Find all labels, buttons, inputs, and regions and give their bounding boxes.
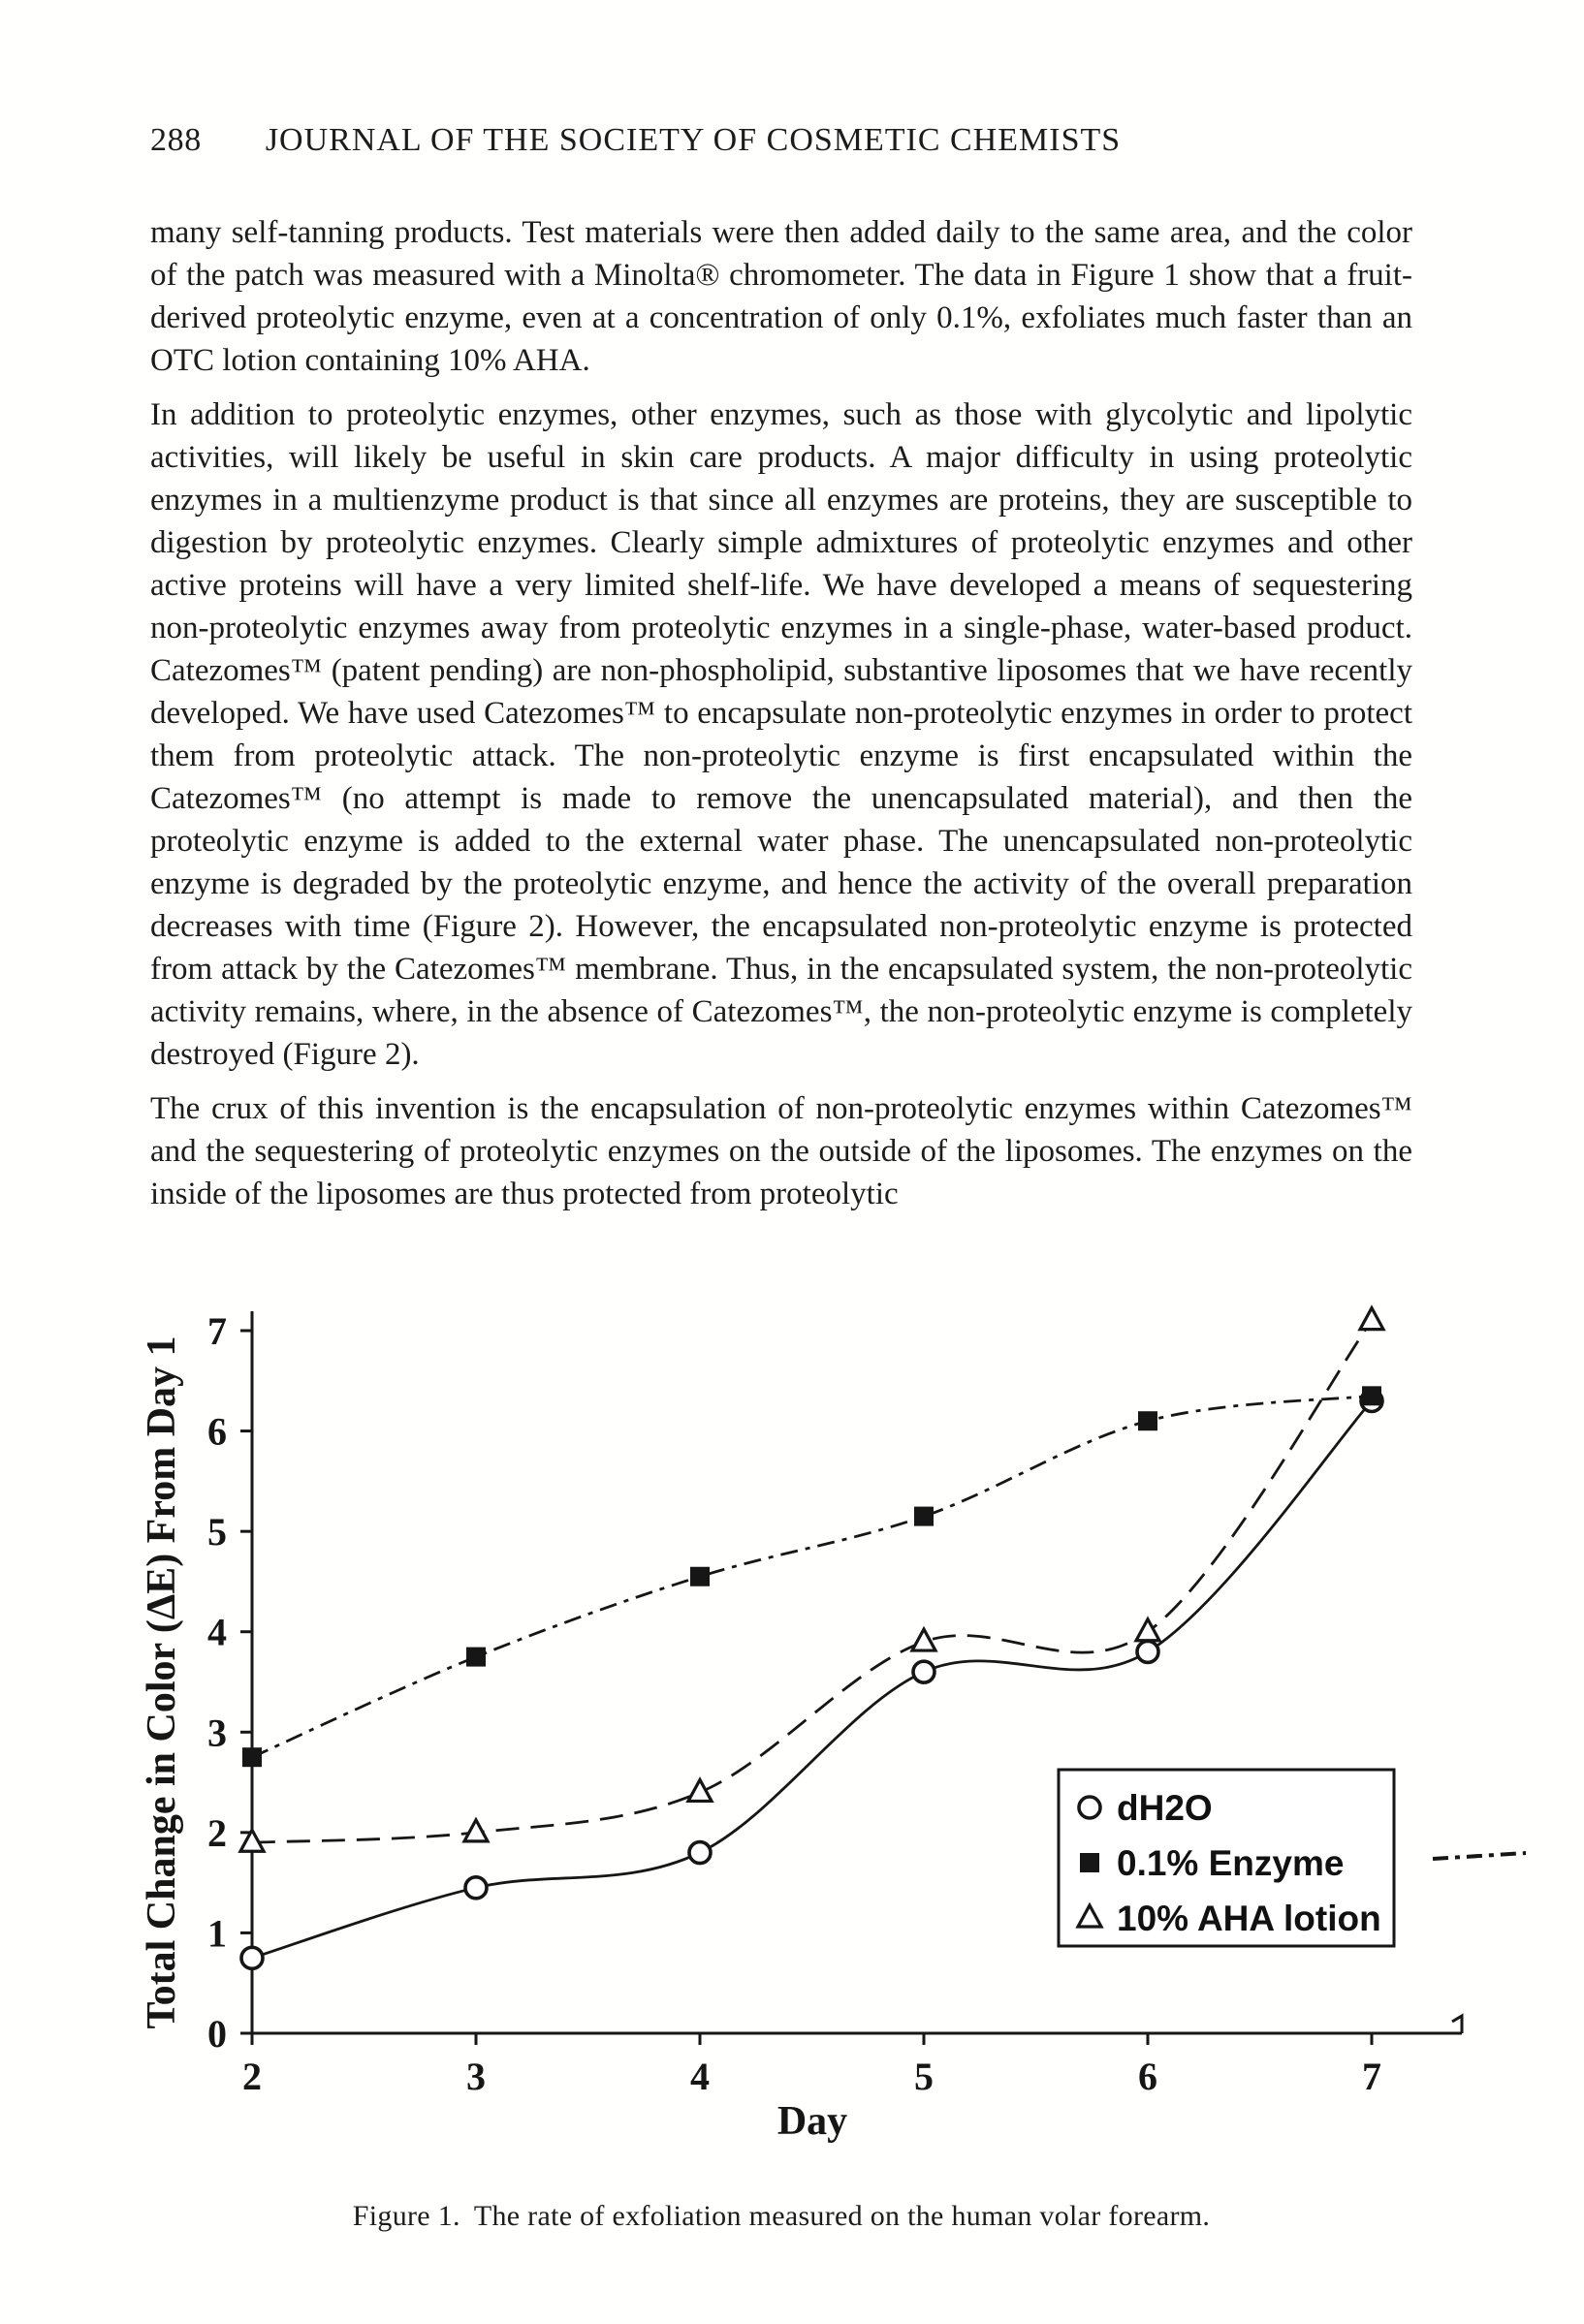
square-marker (1138, 1411, 1157, 1430)
article-body (150, 211, 1412, 1227)
triangle-marker (1136, 1619, 1159, 1641)
legend-label: 0.1% Enzyme (1117, 1843, 1345, 1883)
legend-label: 10% AHA lotion (1117, 1899, 1381, 1938)
y-tick-label: 7 (207, 1309, 227, 1353)
figure-caption-text: The rate of exfoliation measured on the human volar forearm. (473, 2200, 1211, 2232)
paragraph: many self-tanning products. Test materials were then added daily to the same area, and the color of the patch was measured with a Minolta® chromometer. The data in Figure 1 show that a fruit-derived proteolytic enzyme, even at a concentration of only 0.1%, exfoliates much faster than an OTC lotion containing 10% AHA. (150, 215, 1412, 378)
figure-caption-label: Figure 1. (352, 2200, 460, 2232)
y-tick-label: 2 (207, 1810, 227, 1855)
y-tick-label: 3 (207, 1711, 227, 1755)
paragraph: The crux of this invention is the encapsulation of non-proteolytic enzymes within Catezomes™ and the sequestering of proteolytic enzymes on the outside of the liposomes. The enzymes on the inside of the liposomes are thus protected from proteolytic (150, 1091, 1412, 1211)
journal-title: JOURNAL OF THE SOCIETY OF COSMETIC CHEMISTS (265, 122, 1122, 158)
square-marker (242, 1747, 262, 1767)
y-tick-label: 5 (207, 1510, 227, 1555)
circle-marker (1137, 1641, 1158, 1662)
square-marker (914, 1507, 934, 1526)
y-tick-label: 1 (207, 1911, 227, 1956)
square-marker (466, 1648, 486, 1667)
x-tick-label: 7 (1362, 2055, 1381, 2098)
series-line-10-aha-lotion (252, 1321, 1372, 1843)
page-number: 288 (150, 122, 202, 158)
figure-caption (150, 2200, 1412, 2233)
circle-marker (241, 1947, 263, 1968)
y-tick-label: 6 (207, 1409, 227, 1454)
x-tick-label: 2 (242, 2055, 262, 2098)
x-axis-end-hook (1452, 2016, 1462, 2033)
legend-label: dH2O (1117, 1788, 1213, 1828)
triangle-marker (912, 1629, 935, 1650)
x-tick-label: 3 (466, 2055, 486, 2098)
square-marker (1362, 1386, 1381, 1405)
page-header (150, 122, 1410, 159)
exfoliation-chart-svg (78, 1268, 1584, 2179)
triangle-marker (1360, 1308, 1383, 1330)
stray-ink-mark (1433, 1853, 1526, 1859)
square-marker (690, 1567, 710, 1586)
y-tick-label: 4 (207, 1610, 227, 1654)
x-tick-label: 6 (1138, 2055, 1157, 2098)
figure-1-chart (78, 1268, 1584, 2179)
circle-marker (465, 1877, 487, 1899)
x-axis-title: Day (776, 2099, 848, 2144)
circle-marker (913, 1661, 935, 1682)
y-axis-title: Total Change in Color (ΔE) From Day 1 (140, 1335, 184, 2029)
circle-marker (689, 1842, 711, 1864)
triangle-marker (688, 1779, 712, 1801)
paragraph: In addition to proteolytic enzymes, other enzymes, such as those with glycolytic and lipolytic activities, will likely be useful in skin care products. A major difficulty in using proteolytic enzymes in a multienzyme product is that since all enzymes are proteins, they are susceptible to digestion by proteolytic enzymes. Clearly simple admixtures of proteolytic enzymes and other active proteins will have a very limited shelf-life. We have developed a means of sequestering non-proteolytic enzymes away from proteolytic enzymes in a single-phase, water-based product. Catezomes™ (patent pending) are non-phospholipid, substantive liposomes that we have recently developed. We have used Catezomes™ to encapsulate non-proteolytic enzymes in order to protect them from proteolytic attack. The non-proteolytic enzyme is first encapsulated within the Catezomes™ (no attempt is made to remove the unencapsulated material), and then the proteolytic enzyme is added to the external water phase. The unencapsulated non-proteolytic enzyme is degraded by the proteolytic enzyme, and hence the activity of the overall preparation decreases with time (Figure 2). However, the encapsulated non-proteolytic enzyme is protected from attack by the Catezomes™ membrane. Thus, in the encapsulated system, the non-proteolytic activity remains, where, in the absence of Catezomes™, the non-proteolytic enzyme is completely destroyed (Figure 2). (150, 397, 1412, 1072)
plot-area (207, 1308, 1526, 2098)
circle-marker (1079, 1797, 1100, 1818)
square-marker (1080, 1853, 1099, 1872)
x-tick-label: 4 (690, 2055, 710, 2098)
x-tick-label: 5 (914, 2055, 934, 2098)
y-tick-label: 0 (207, 2012, 227, 2056)
